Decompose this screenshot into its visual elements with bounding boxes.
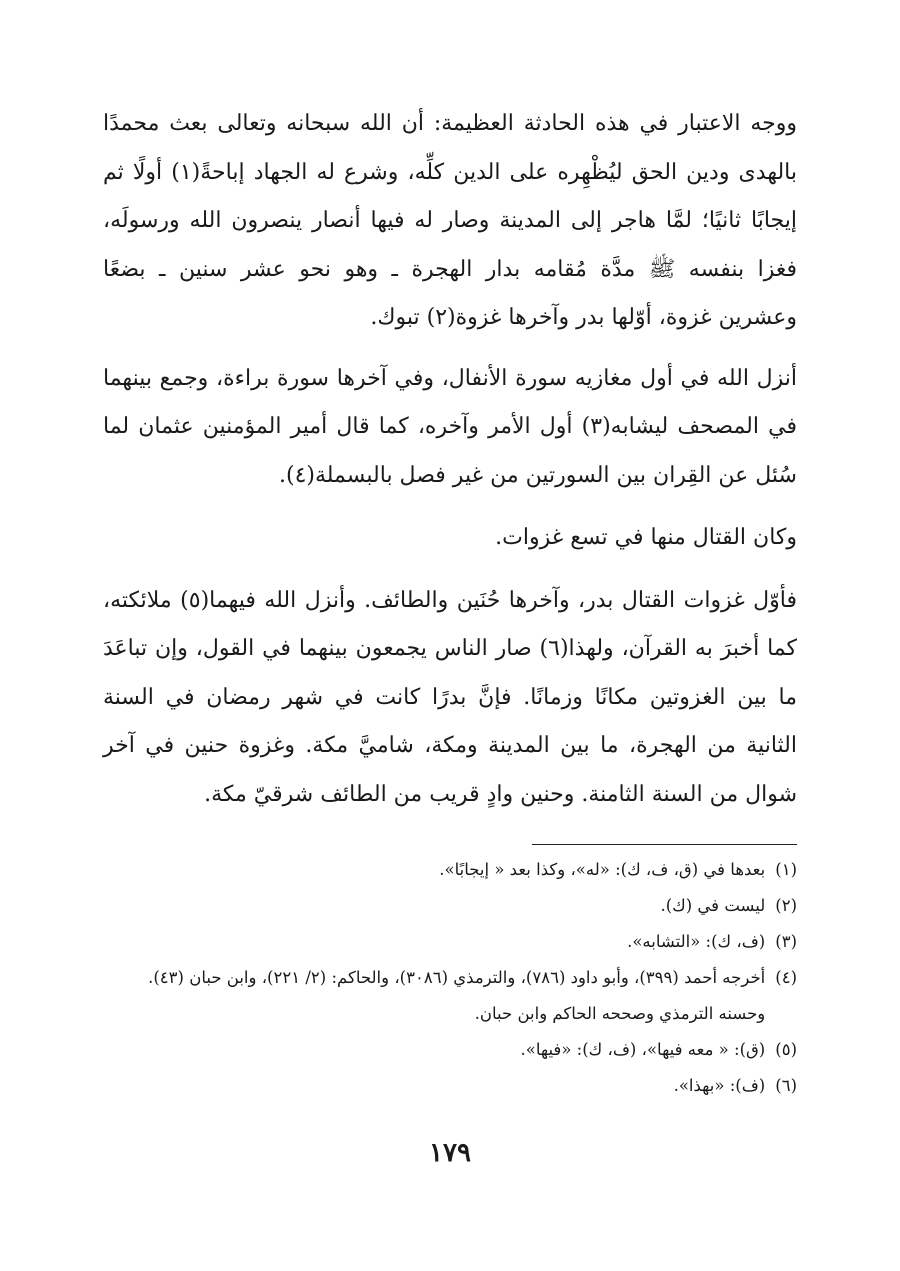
paragraph-4: فأوّل غزوات القتال بدر، وآخرها حُنَين والطائف. وأنزل الله فيهما(٥) ملائكته، كما أخبرَ به القرآن، ولهذا(٦) صار الناس يجمعون بينهما في القول، وإن تباعَدَ ما بين الغزوتين مكانًا وزمانًا. فإنَّ بدرًا كانت في شهر رمضان في السنة الثانية من الهجرة، ما بين المدينة ومكة، شاميَّ مكة. وغزوة حنين في آخر شوال من السنة الثامنة. وحنين وادٍ قريب من الطائف شرقيّ مكة. — [103, 587, 797, 807]
footnote-6 — [103, 1068, 797, 1104]
paragraph-1: ووجه الاعتبار في هذه الحادثة العظيمة: أن الله سبحانه وتعالى بعث محمدًا بالهدى ودين الحق ليُظْهِره على الدين كلِّه، وشرع له الجهاد إباحةً(١) أولًا ثم إيجابًا ثانيًا؛ لمَّا هاجر إلى المدينة وصار له فيها أنصار ينصرون الله ورسولَه، فغزا بنفسه ﷺ مدَّة مُقامه بدار الهجرة ـ وهو نحو عشر سنين ـ بضعًا وعشرين غزوة، أوّلها بدر وآخرها غزوة(٢) تبوك. — [103, 111, 797, 330]
page-number: ١٧٩ — [429, 1138, 471, 1168]
paragraph-3: وكان القتال منها في تسع غزوات. — [495, 525, 797, 550]
footnote-number: (٦) — [775, 1076, 797, 1095]
footnote-1 — [103, 852, 797, 888]
paragraph-2: أنزل الله في أول مغازيه سورة الأنفال، وفي آخرها سورة براءة، وجمع بينهما في المصحف ليشابه(٣) أول الأمر وآخره، كما قال أمير المؤمنين عثمان لما سُئل عن القِران بين السورتين من غير فصل بالبسملة(٤). — [103, 365, 797, 488]
footnote-4 — [103, 960, 797, 1032]
footnote-number: (٣) — [775, 932, 797, 951]
footnote-text: ليست في (ك). — [660, 896, 766, 915]
footnote-number: (١) — [775, 860, 797, 879]
footnote-text: أخرجه أحمد (٣٩٩)، وأبو داود (٧٨٦)، والترمذي (٣٠٨٦)، والحاكم: (٢/ ٢٢١)، وابن حبان (٤٣). وحسنه الترمذي وصححه الحاكم وابن حبان. — [148, 968, 766, 1023]
footnote-number: (٤) — [775, 968, 797, 987]
footnote-3 — [103, 924, 797, 960]
footnote-text: (ق): « معه فيها»، (ف، ك): «فيها». — [520, 1040, 766, 1059]
footnote-number: (٢) — [775, 896, 797, 915]
footnote-separator — [532, 844, 797, 845]
footnote-number: (٥) — [775, 1040, 797, 1059]
footnote-text: (ف): «بهذا». — [673, 1076, 766, 1095]
footnote-5 — [103, 1032, 797, 1068]
footnotes — [103, 852, 797, 1104]
footnote-text: (ف، ك): «التشابه». — [627, 932, 766, 951]
main-text — [103, 100, 797, 833]
footnote-text: بعدها في (ق، ف، ك): «له»، وكذا بعد « إيجابًا». — [439, 860, 766, 879]
footnote-2 — [103, 888, 797, 924]
